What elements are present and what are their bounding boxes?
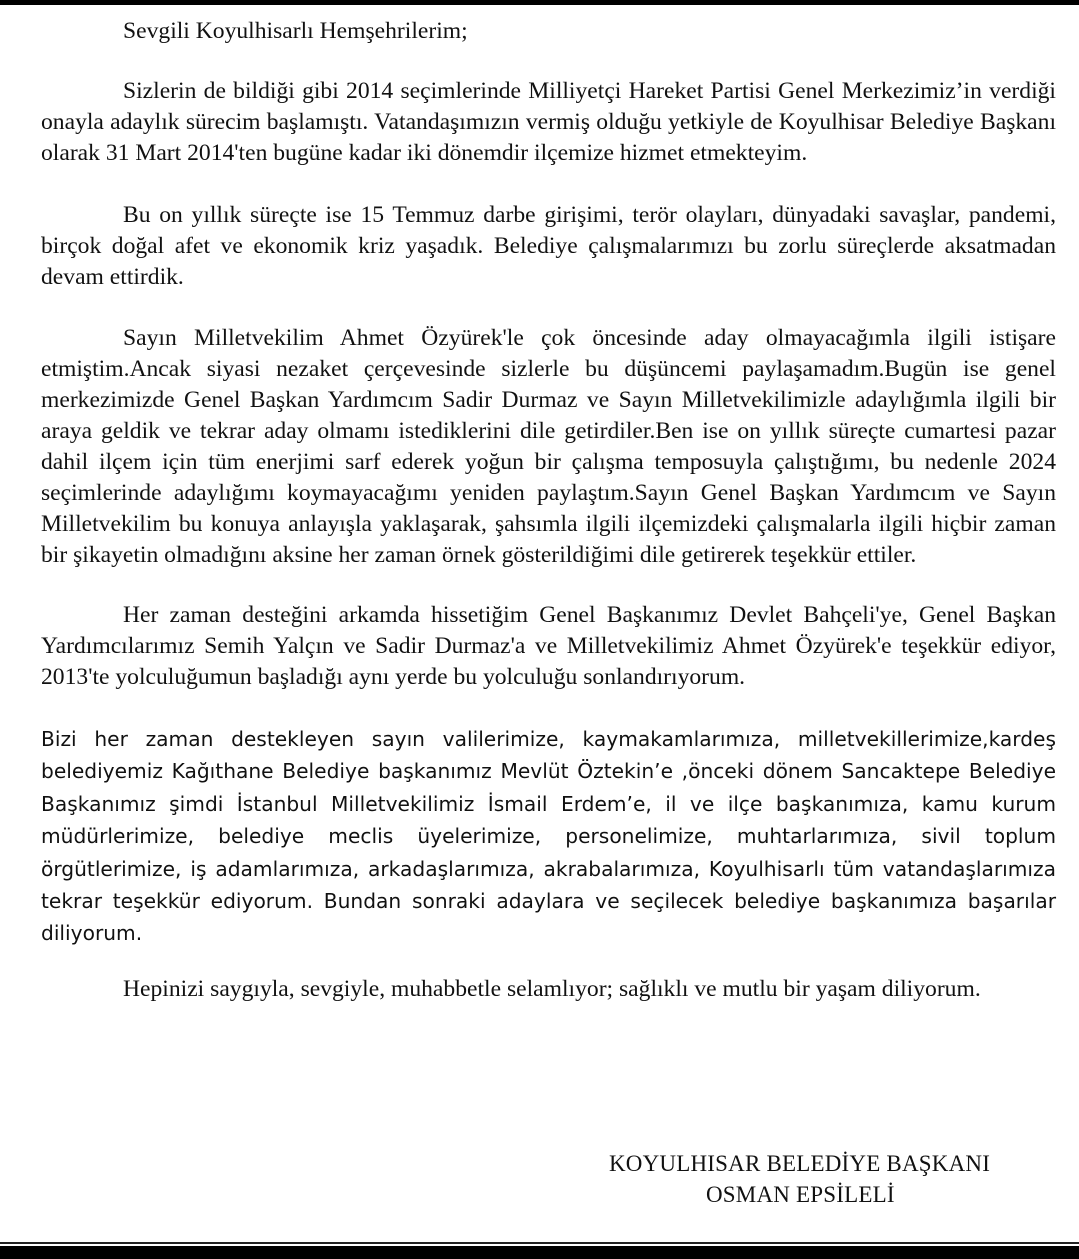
paragraph-closing: Hepinizi saygıyla, sevgiyle, muhabbetle selamlıyor; sağlıklı ve mutlu bir yaşam diliyorum. bbox=[123, 975, 981, 1002]
paragraph-ten-year-period: Bu on yıllık süreçte ise 15 Temmuz darbe girişimi, terör olayları, dünyadaki savaşlar, pandemi, birçok doğal afet ve ekonomik kriz yaşadık. Belediye çalışmalarımızı bu zorlu süreçlerde aksatmadan devam ettirdik. bbox=[41, 202, 1056, 290]
letter-body bbox=[41, 16, 1056, 1005]
bottom-border-line bbox=[0, 1242, 1079, 1244]
paragraph-candidacy-history: Sizlerin de bildiği gibi 2014 seçimlerinde Milliyetçi Hareket Partisi Genel Merkezimiz’in verdiği onayla adaylık sürecim başlamıştı. Vatandaşımızın vermiş olduğu yetkiyle de Koyulhisar Belediye Başkanı olarak 31 Mart 2014'ten bugüne kadar iki dönemdir ilçemize hizmet etmekteyim. bbox=[41, 78, 1056, 166]
signature-name: OSMAN EPSİLELİ bbox=[706, 1182, 895, 1207]
signature-block bbox=[560, 1148, 1079, 1210]
paragraph-thanks-leadership: Her zaman desteğini arkamda hissetiğim Genel Başkanımız Devlet Bahçeli'ye, Genel Başkan Yardımcılarımız Semih Yalçın ve Sadir Durmaz'a ve Milletvekilimiz Ahmet Özyürek'e teşekkür ediyor, 2013'te yolculuğumun başladığı aynı yerde bu yolculuğu sonlandırıyorum. bbox=[41, 602, 1056, 690]
paragraph-decision: Sayın Milletvekilim Ahmet Özyürek'le çok öncesinde aday olmayacağımla ilgili istişare etmiştim.Ancak siyasi nezaket çerçevesinde sizlerle bu düşüncemi paylaşamadım.Bugün ise genel merkezimizde Genel Başkan Yardımcım Sadir Durmaz ve Sayın Milletvekilimizle adaylığımla ilgili bir araya geldik ve tekrar aday olmamı istediklerini dile getirdiler.Ben ise on yıllık süreçte cumartesi pazar dahil ilçem için tüm enerjimi sarf ederek yoğun bir çalışma temposuyla çalıştığımı, bu nedenle 2024 seçimlerinde adaylığımı koymayacağımı yeniden paylaştım.Sayın Genel Başkan Yardımcım ve Sayın Milletvekilim bu konuya anlayışla yaklaşarak, şahsımla ilgili ilçemizdeki çalışmalarla ilgili hiçbir zaman bir şikayetin olmadığını aksine her zaman örnek gösterildiğimi dile getirerek teşekkür ettiler. bbox=[41, 325, 1056, 568]
top-border bbox=[0, 0, 1079, 5]
salutation: Sevgili Koyulhisarlı Hemşehrilerim; bbox=[123, 18, 468, 44]
signature-title: KOYULHISAR BELEDİYE BAŞKANI bbox=[609, 1151, 991, 1176]
paragraph-thanks-supporters: Bizi her zaman destekleyen sayın valilerimize, kaymakamlarımıza, milletvekillerimize,kardeş belediyemiz Kağıthane Belediye başkanımız Mevlüt Öztekin’e ,önceki dönem Sancaktepe Belediye Başkanımız şimdi İstanbul Milletvekilimiz İsmail Erdem’e, il ve ilçe başkanımıza, kamu kurum müdürlerimize, belediye meclis üyelerimize, personelimize, muhtarlarımıza, sivil toplum örgütlerimize, iş adamlarımıza, arkadaşlarımıza, akrabalarımıza, Koyulhisarlı tüm vatandaşlarımıza tekrar teşekkür ediyorum. Bundan sonraki adaylara ve seçilecek belediye başkanımıza başarılar diliyorum. bbox=[41, 727, 1056, 946]
bottom-border bbox=[0, 1246, 1079, 1259]
